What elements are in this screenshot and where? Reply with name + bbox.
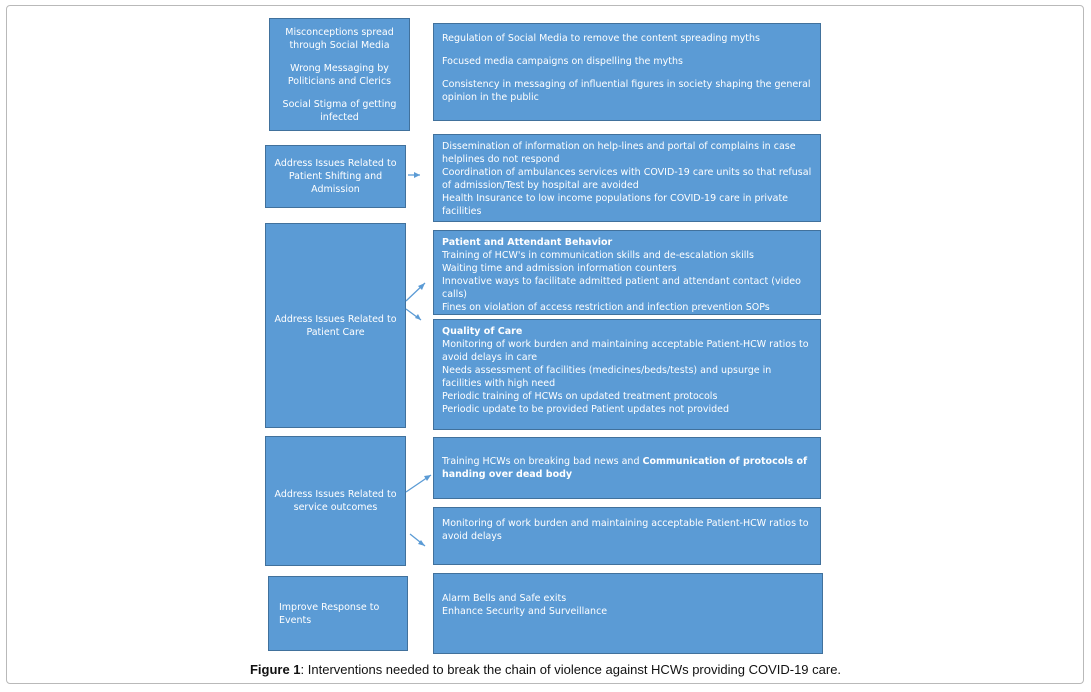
bad-news-bold-part: Communication of protocols of handing over dead body [442,456,808,480]
misconceptions-social-media: Misconceptions spread through Social Media [285,26,394,51]
shifting-item: Health Insurance to low income populations for COVID-19 care in private facilities [442,193,789,217]
media-item: Focused media campaigns on dispelling the myths [442,56,683,67]
quality-heading: Quality of Care [442,326,523,337]
wrong-messaging: Wrong Messaging by Politicians and Clerics [287,62,392,87]
quality-item: Needs assessment of facilities (medicines/beds/tests) and upsurge in facilities with high need [442,365,772,389]
caption-text: : Interventions needed to break the chain of violence against HCWs providing COVID-19 care. [300,662,842,677]
shifting-admission-label: Address Issues Related to Patient Shifting and Admission [274,158,397,195]
behavior-item: Training of HCW's in communication skills and de-escalation skills [442,250,754,261]
behavior-heading: Patient and Attendant Behavior [442,237,613,248]
service-outcomes-label: Address Issues Related to service outcomes [274,489,397,513]
shifting-item: Coordination of ambulances services with COVID-19 care units so that refusal of admission/Test by hospital are avoided [442,167,812,191]
behavior-item: Fines on violation of access restriction and infection prevention SOPs [442,302,770,313]
figure-label: Figure 1 [249,662,301,677]
social-stigma: Social Stigma of getting infected [282,98,397,123]
quality-item: Periodic update to be provided Patient updates not provided [442,404,729,415]
quality-item: Monitoring of work burden and maintaining acceptable Patient-HCW ratios to avoid delays in care [442,339,809,363]
media-interventions-box [433,23,821,121]
security-box [433,573,823,654]
bad-news-box [433,437,821,499]
workload-box [433,507,821,565]
media-item: Regulation of Social Media to remove the content spreading myths [442,33,760,44]
media-item: Consistency in messaging of influential figures in society shaping the general opinion in the public [442,79,811,103]
quality-item: Periodic training of HCWs on updated treatment protocols [442,391,718,402]
bad-news-part: Training HCWs on breaking bad news and [442,456,643,467]
behavior-item: Innovative ways to facilitate admitted patient and attendant contact (video calls) [442,276,801,300]
bad-news-text [442,455,812,481]
patient-care-label: Address Issues Related to Patient Care [274,313,397,338]
shifting-interventions-box [433,134,821,222]
response-label: Improve Response to Events [279,601,380,626]
security-item: Alarm Bells and Safe exits [442,593,567,604]
figure-caption [0,662,1091,677]
shifting-item: Dissemination of information on help-lines and portal of complains in case helplines do not respond [442,141,796,165]
workload-text: Monitoring of work burden and maintaining acceptable Patient-HCW ratios to avoid delays [442,518,809,542]
quality-interventions-box [433,319,821,430]
misconceptions-box [269,18,410,131]
security-item: Enhance Security and Surveillance [442,606,608,617]
patient-care-box [265,223,406,428]
service-outcomes-box [265,436,406,566]
behavior-item: Waiting time and admission information counters [442,263,677,274]
response-box [268,576,408,651]
shifting-admission-box [265,145,406,208]
behavior-interventions-box [433,230,821,315]
